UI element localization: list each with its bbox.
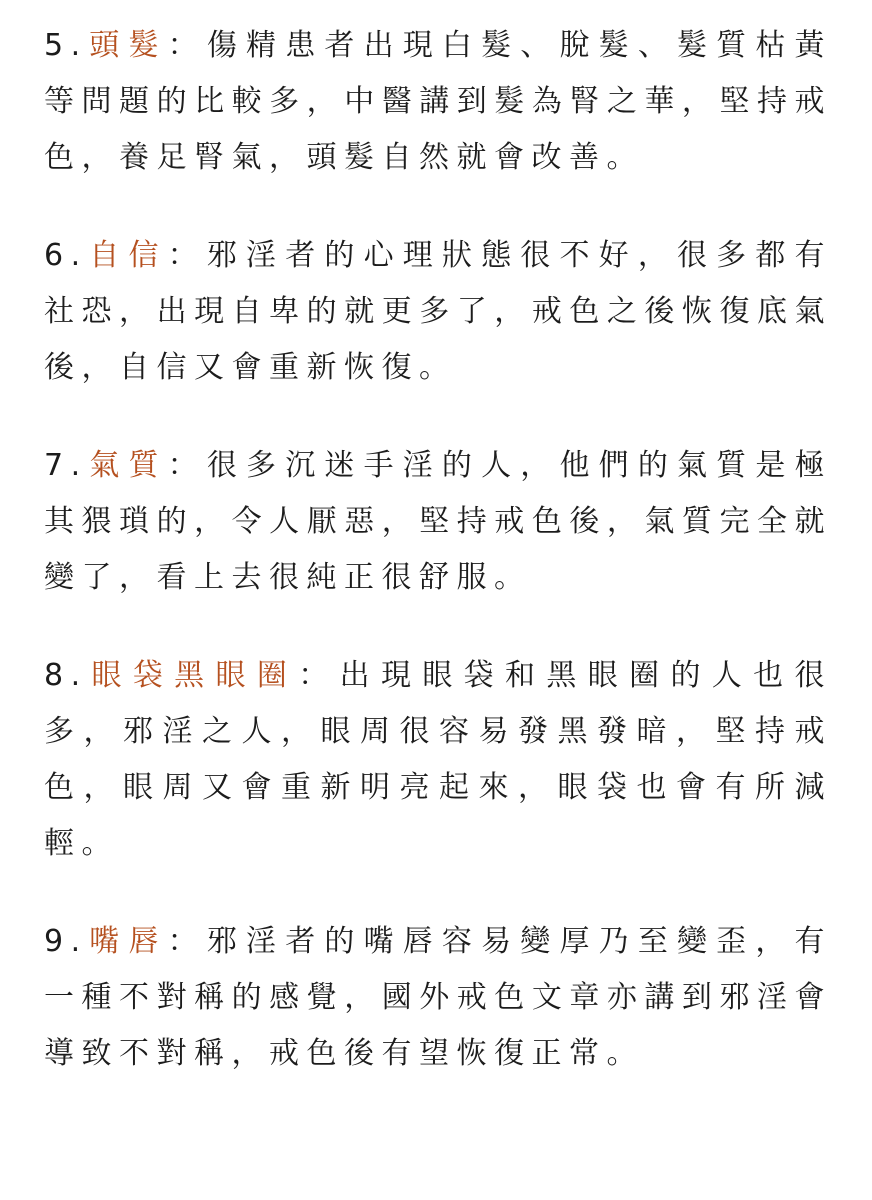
- item-colon: ：: [298, 658, 340, 693]
- paragraph: [44, 438, 832, 606]
- paragraph: [44, 914, 832, 1082]
- item-number: 7.: [44, 448, 88, 483]
- item-number: 8.: [44, 658, 88, 693]
- item-text: 出現眼袋和黑眼圈的人也很多，邪淫之人，眼周很容易發黑發暗，堅持戒色，眼周又會重新明亮起來，眼袋也會有所減輕。: [44, 658, 833, 861]
- paragraph: [44, 648, 832, 872]
- item-colon: ：: [167, 448, 207, 483]
- item-number: 6.: [44, 238, 88, 273]
- list-item-9: [44, 914, 832, 1082]
- paragraph: [44, 228, 832, 396]
- item-keyword: 頭髮: [87, 28, 168, 63]
- item-colon: ：: [167, 28, 207, 63]
- item-text: 傷精患者出現白髮、脫髮、髮質枯黃等問題的比較多，中醫講到髮為腎之華，堅持戒色，養足腎氣，頭髮自然就會改善。: [44, 28, 833, 175]
- list-item-6: [44, 228, 832, 396]
- item-keyword: 自信: [87, 238, 168, 273]
- item-keyword: 嘴唇: [87, 924, 168, 959]
- list-item-8: [44, 648, 832, 872]
- item-keyword: 氣質: [87, 448, 168, 483]
- list-item-7: [44, 438, 832, 606]
- list-item-5: [44, 18, 832, 186]
- item-text: 邪淫者的嘴唇容易變厚乃至變歪，有一種不對稱的感覺，國外戒色文章亦講到邪淫會導致不對稱，戒色後有望恢復正常。: [44, 924, 833, 1071]
- item-number: 9.: [44, 924, 88, 959]
- paragraph: [44, 18, 832, 186]
- item-text: 邪淫者的心理狀態很不好，很多都有社恐，出現自卑的就更多了，戒色之後恢復底氣後，自信又會重新恢復。: [44, 238, 833, 385]
- item-number: 5.: [44, 28, 88, 63]
- item-text: 很多沉迷手淫的人，他們的氣質是極其猥瑣的，令人厭惡，堅持戒色後，氣質完全就變了，看上去很純正很舒服。: [44, 448, 833, 595]
- item-colon: ：: [167, 924, 207, 959]
- item-colon: ：: [167, 238, 207, 273]
- item-keyword: 眼袋黑眼圈: [87, 658, 299, 693]
